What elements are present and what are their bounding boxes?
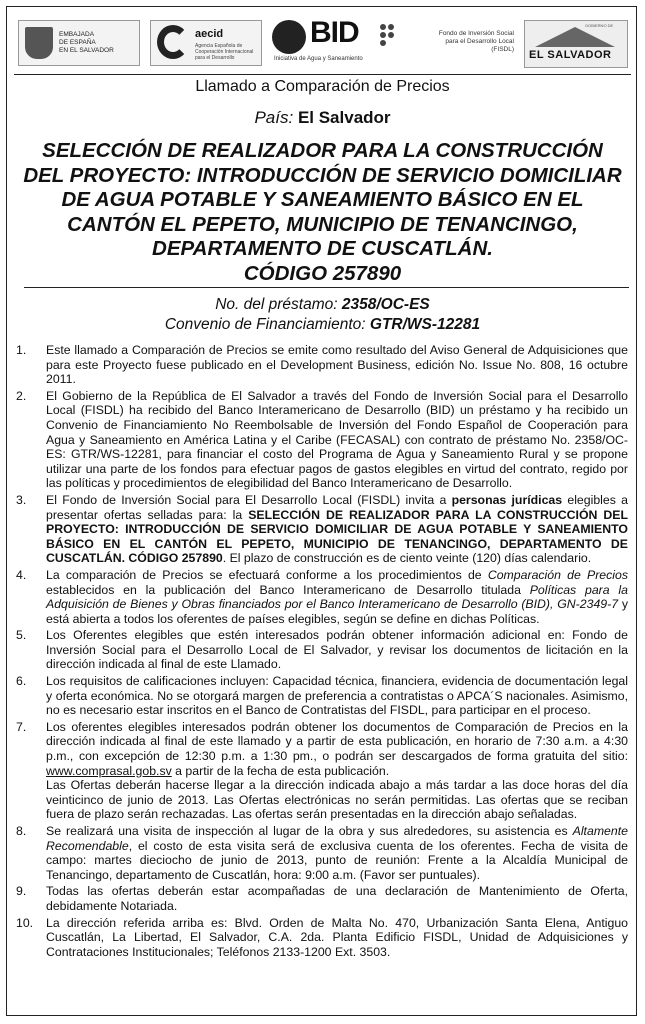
aecid-logo <box>150 20 262 66</box>
list-item <box>16 389 628 491</box>
fisdl-logo: Fondo de Inversión Social para el Desarrollo Local (FISDL) <box>438 30 514 53</box>
paragraph: Las Ofertas deberán hacerse llegar a la dirección indicada abajo a más tardar a las doce horas del día veinticinco de junio de 2013. Las Ofertas electrónicas no serán permitidas. Las ofertas que se reciban fuera de plazo serán rechazadas. Las ofertas serán presentadas en la dirección abajo señaladas. <box>46 778 628 822</box>
bid-logo <box>272 16 407 68</box>
item-number: 3. <box>16 492 27 507</box>
embajada-line: EMBAJADA <box>59 31 95 38</box>
loan-number-label: No. del préstamo: <box>215 296 338 313</box>
text-run: La comparación de Precios se efectuará conforme a los procedimientos de <box>46 567 482 582</box>
top-divider <box>14 74 631 75</box>
text-run: Los oferentes elegibles interesados podrán obtener los documentos de Comparación de Precios en la dirección indicada al final de este llamado y a partir de esta publicación, en horario de 7:30 a.m. a 4:30 p.m., con excepción de 12:30 p.m. a 1:30 pm., o podrán ser descargados de forma gratuita del sitio: <box>46 719 628 764</box>
project-code: CÓDIGO 257890 <box>243 261 402 285</box>
text-run: elegibles a presentar ofertas selladas para: la <box>46 492 628 522</box>
globe-icon <box>272 20 306 54</box>
agreement-label: Convenio de Financiamiento: <box>164 316 366 333</box>
list-item <box>16 720 628 822</box>
list-item <box>16 628 628 672</box>
loan-number-value: 2358/OC-ES <box>341 296 430 313</box>
numbered-list <box>16 343 628 961</box>
mid-divider <box>24 287 629 288</box>
item-text: Los Oferentes elegibles que estén interesados podrán obtener información adicional en: Fondo de Inversión Social para el Desarrollo Local de El Salvador, y revisar los documentos de licitación en la dirección indicada al final de este Llamado. <box>46 628 628 672</box>
list-item <box>16 824 628 882</box>
list-item <box>16 568 628 626</box>
item-text <box>46 720 628 822</box>
comprasal-link[interactable]: www.comprasal.gob.sv <box>46 763 172 778</box>
list-item <box>16 916 628 960</box>
country-line <box>14 108 631 128</box>
item-text: Todas las ofertas deberán estar acompañadas de una declaración de Mantenimiento de Oferta, debidamente Notariada. <box>46 884 628 913</box>
item-number: 5. <box>16 628 27 643</box>
item-text <box>46 493 628 566</box>
italic-run: Políticas para la Adquisición de Bienes y Obras financiados por el Banco Interamericano de Desarrollo (BID), GN-2349-7 <box>46 582 628 612</box>
loan-info <box>14 295 631 335</box>
item-number: 10. <box>16 915 34 930</box>
italic-run: Comparación de Precios <box>487 567 628 582</box>
item-text: El Gobierno de la República de El Salvador a través del Fondo de Inversión Social para el Desarrollo Local (FISDL) ha recibido del Banco Interamericano de Desarrollo (BID) un préstamo y ha recibido un Convenio de Financiamiento No Reembolsable de Inversión del Fondo Español de Cooperación para Agua y Saneamiento en América Latina y el Caribe (FECASAL) con contrato de préstamo No. 2358/OC-ES: GTR/WS-12281, para financiar el costo del Programa de Agua y Saneamiento Rural y se propone utilizar una parte de los fondos para efectuar pagos de gastos elegibles en virtud del contrato, regido por las políticas y procedimientos de elegibilidad del Banco Interamericano de Desarrollo. <box>46 388 628 491</box>
item-text: La dirección referida arriba es: Blvd. Orden de Malta No. 470, Urbanización Santa Elena, Antiguo Cuscatlán, La Libertad, El Salvador, C.A. 2da. Planta Edificio FISDL, Unidad de Adquisiciones y Contrataciones Institucionales; Teléfonos 2133-1200 Ext. 3503. <box>46 915 628 959</box>
project-title-text: SELECCIÓN DE REALIZADOR PARA LA CONSTRUCCIÓN DEL PROYECTO: INTRODUCCIÓN DE SERVICIO DOMICILIAR DE AGUA POTABLE Y SANEAMIENTO BÁSICO EN EL CANTÓN EL PEPETO, MUNICIPIO DE TENANCINGO, DEPARTAMENTO DE CUSCATLÁN. <box>23 139 622 260</box>
call-type: Llamado a Comparación de Precios <box>195 78 450 95</box>
country-value: El Salvador <box>297 108 391 127</box>
dots-icon <box>380 24 400 52</box>
bold-run: SELECCIÓN DE REALIZADOR PARA LA CONSTRUCCIÓN DEL PROYECTO: INTRODUCCIÓN DE SERVICIO DOMICILIAR DE AGUA POTABLE Y SANEAMIENTO BÁSICO EN EL CANTÓN EL PEPETO, MUNICIPIO DE TENANCINGO, DEPARTAMENTO DE CUSCATLÁN. CÓDIGO 257890 <box>46 507 628 566</box>
list-item <box>16 884 628 913</box>
agreement-value: GTR/WS-12281 <box>369 316 481 333</box>
paragraph <box>46 720 628 778</box>
item-number: 8. <box>16 824 27 838</box>
embajada-line: DE ESPAÑA <box>59 39 96 46</box>
aecid-sub: Agencia Española de Cooperación Internacional para el Desarrollo <box>195 43 254 61</box>
agreement-line <box>14 315 631 335</box>
text-run: establecidos en la publicación del Banco Interamericano de Desarrollo titulada <box>46 582 521 597</box>
text-run: . El plazo de construcción es de ciento veinte (120) días calendario. <box>222 551 592 566</box>
item-number: 1. <box>16 343 27 357</box>
mountain-icon <box>535 27 615 47</box>
item-number: 6. <box>16 674 27 689</box>
item-number: 4. <box>16 567 27 582</box>
gobierno-sub: GOBIERNO DE <box>585 23 614 28</box>
list-item <box>16 343 628 387</box>
country-label: País: <box>254 108 294 127</box>
embajada-text <box>59 31 114 55</box>
embajada-logo <box>18 20 140 66</box>
bid-name: BID <box>310 16 359 49</box>
project-title <box>14 139 631 286</box>
aecid-name: aecid <box>195 28 224 40</box>
list-item <box>16 493 628 566</box>
text-run: , el costo de esta visita será de exclusiva cuenta de los oferentes. Fecha de visita de campo: martes dieciocho de junio de 2013, punto de reunión: Frente a la Alcaldía Municipal de Tenancingo, departamento de Cuscatlán, hora: 9:00 a.m. (Favor ser puntuales). <box>46 838 628 882</box>
text-run: a partir de la fecha de esta publicación. <box>175 763 390 778</box>
item-number: 7. <box>16 719 27 734</box>
item-text: Los requisitos de calificaciones incluyen: Capacidad técnica, financiera, evidencia de documentación legal y oferta económica. No se otorgará margen de preferencia a contratistas o APCA´S nacionales. Asimismo, no es necesario estar inscritos en el Banco de Contratistas del FISDL, para participar en el proceso. <box>46 674 628 718</box>
bold-run: personas jurídicas <box>451 492 563 507</box>
coat-of-arms-icon <box>25 27 53 59</box>
italic-run: Altamente Recomendable <box>46 824 628 853</box>
item-number: 9. <box>16 884 27 899</box>
text-run: El Fondo de Inversión Social para El Desarrollo Local (FISDL) invita a <box>46 492 447 507</box>
embajada-line: EN EL SALVADOR <box>59 47 114 54</box>
text-run: y está abierta a todos los oferentes de países elegibles, según se define en dichas Políticas. <box>46 597 629 626</box>
el-salvador-logo <box>524 20 628 68</box>
item-text <box>46 824 628 882</box>
el-salvador-name: EL SALVADOR <box>529 49 612 61</box>
aecid-c-icon <box>157 25 189 59</box>
list-item <box>16 674 628 718</box>
item-number: 2. <box>16 388 27 403</box>
logo-bar <box>14 14 631 72</box>
item-text: Este llamado a Comparación de Precios se emite como resultado del Aviso General de Adquisiciones que para este Proyecto fuese publicado en el Development Business, edición No. Issue No. 808, 16 octubre 2011. <box>46 343 628 387</box>
item-text <box>46 568 628 626</box>
loan-number-line <box>14 295 631 315</box>
text-run: Se realizará una visita de inspección al lugar de la obra y sus alrededores, su asistencia es <box>46 824 568 838</box>
bid-sub: Iniciativa de Agua y Saneamiento <box>274 56 363 62</box>
